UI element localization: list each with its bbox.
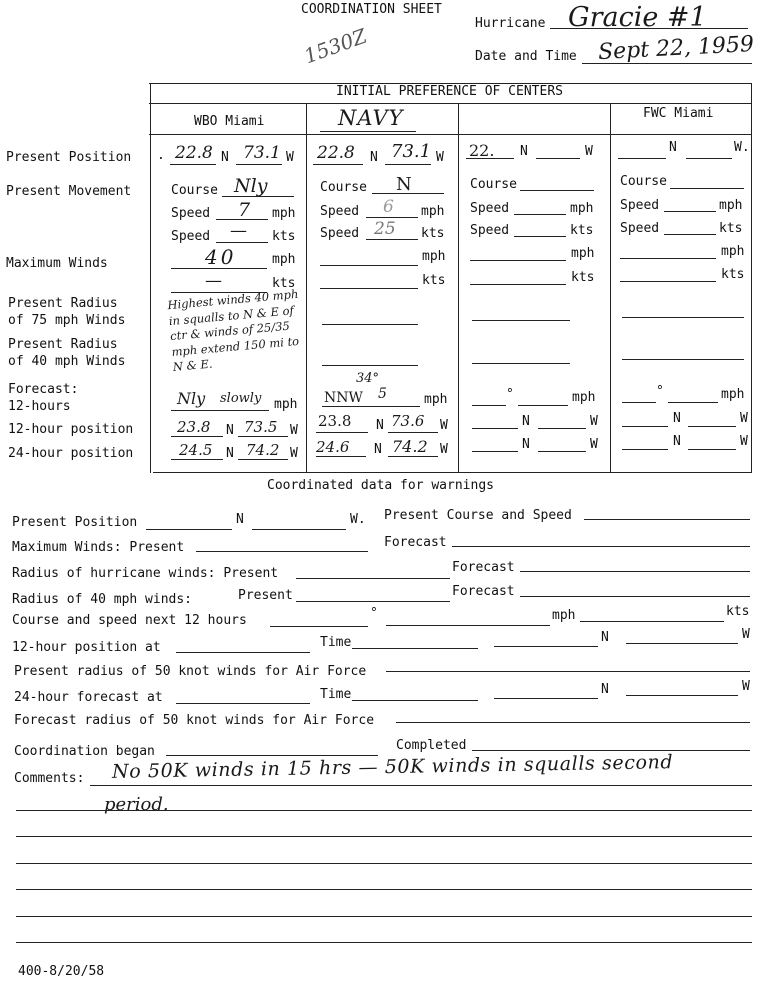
fwc-max-kts-unit: kts [721,267,745,282]
fwc-fc-deg: ° [656,384,664,399]
coord-present-course-speed-label: Present Course and Speed [384,508,572,523]
label-radius75-2: of 75 mph Winds [8,313,126,328]
navy-speed-label: Speed [320,204,360,219]
label-present-position: Present Position [6,150,132,165]
coord-pos12-time-label: Time [320,635,352,650]
wbo-max-mph-line [171,268,267,269]
navy-24h-n: N [374,442,382,457]
wbo-max-mph-unit: mph [272,252,296,267]
col3-radius75-line [472,320,570,321]
coord-max-winds-forecast-line [452,546,750,547]
navy-pos-lon-line [385,164,431,165]
fwc-speed-kts-line [664,234,716,235]
navy-fc-deg: 34° [356,371,380,386]
coord-radius-hurricane-forecast-label: Forecast [452,560,515,575]
fwc-radius40-line [622,359,744,360]
wbo-24h-n: N [226,446,234,461]
col3-speed-mph-unit: mph [570,201,594,216]
fwc-12h-n: N [673,411,681,426]
fwc-12h-w: W [740,411,748,426]
fwc-max-mph-unit: mph [721,244,745,259]
navy-24h-lon: 74.2 [392,437,428,456]
navy-24h-w: W [440,442,448,457]
coord-fc24-label: 24-hour forecast at [14,690,163,705]
wbo-fc-line [171,410,269,411]
table-title-border [149,103,752,104]
navy-course-label: Course [320,180,367,195]
fwc-fc-mph-line [668,402,718,403]
coord-radius50-present-label: Present radius of 50 knot winds for Air Force [14,664,367,679]
coord-pos-n: N [236,512,244,527]
col3-12h-w: W [590,414,598,429]
datetime-underline [582,63,752,64]
label-radius40-2: of 40 mph Winds [8,354,126,369]
navy-12h-w: W [440,418,448,433]
wbo-24h-lon: 74.2 [246,441,280,459]
coord-pos12-label: 12-hour position at [12,640,161,655]
comments-line-2: period. [104,794,169,815]
wbo-course-line [222,196,294,197]
wbo-fc-course: Nly [177,389,206,408]
comments-rule-6 [16,916,752,917]
wbo-speed-mph: 7 [238,199,251,221]
coord-fc24-time-label: Time [320,687,352,702]
wbo-max-mph: 40 [205,245,237,269]
column-header-fwc: FWC Miami [643,106,714,121]
col3-fc-mph-unit: mph [572,390,596,405]
col3-speed-label: Speed [470,201,510,216]
coord-completed-line [472,750,750,751]
label-forecast: Forecast: [8,382,79,397]
column-header-navy: NAVY [338,106,404,130]
navy-fc-speed: 5 [378,386,387,402]
coord-radius50-forecast-label: Forecast radius of 50 knot winds for Air Force [14,713,375,728]
coord-fc24-w: W [742,679,750,694]
col3-pos-lat-line [466,158,514,159]
comments-rule-4 [16,863,752,864]
col3-speed-kts-line [514,236,566,237]
comments-rule-2 [16,810,752,811]
navy-max-mph-line [320,265,418,266]
coord-pos12-time-line [352,648,478,649]
label-radius75-1: Present Radius [8,296,118,311]
navy-12h-lat-line [316,432,368,433]
column-divider-3 [610,103,611,473]
label-radius40-1: Present Radius [8,337,118,352]
col3-speed-mph-line [514,214,566,215]
fwc-12h-lon-line [688,426,736,427]
navy-speed-mph-unit: mph [421,204,445,219]
comments-line-1: No 50K winds in 15 hrs — 50K winds in squalls second [111,751,674,783]
comments-label: Comments: [14,771,85,786]
fwc-speed-kts-unit: kts [719,221,743,236]
wbo-pos-lat-line [170,164,216,165]
col3-max-mph-line [470,260,566,261]
navy-header-underline [320,131,416,132]
col3-fc-deg: ° [506,387,514,402]
time-stamp: 1530Z [300,23,370,69]
col3-course-label: Course [470,177,517,192]
comments-rule-1 [90,785,752,786]
navy-12h-n: N [376,418,384,433]
sheet-title: COORDINATION SHEET [301,2,442,17]
wbo-12h-w: W [290,423,298,438]
label-maximum-winds: Maximum Winds [6,256,108,271]
navy-12h-lon-line [388,432,438,433]
coord-radius50-forecast-line [396,722,750,723]
coord-speed-12-mph: mph [552,608,576,623]
fwc-speed-kts-label: Speed [620,221,660,236]
navy-speed-kts-label: Speed [320,226,360,241]
fwc-max-kts-line [620,281,716,282]
wbo-pos-lat: 22.8 [175,143,213,163]
label-forecast-12h: 12-hours [8,399,71,414]
coord-radius50-present-line [386,671,750,672]
wbo-speed-label: Speed [171,206,211,221]
col3-pos-lat: 22. [469,141,495,160]
navy-speed-mph: 6 [383,197,394,217]
label-present-movement: Present Movement [6,184,132,199]
wbo-fc-mph-unit: mph [274,397,298,412]
fwc-course-line [670,188,744,189]
datetime-value: Sept 22, 1959 [597,31,755,66]
fwc-24h-lat-line [622,449,668,450]
navy-24h-lat-line [316,456,366,457]
col3-fc-mph-line [518,405,568,406]
wbo-24h-w: W [290,446,298,461]
table-right-border [751,83,752,473]
wbo-24h-lat-line [171,459,223,460]
coord-speed-12-kts-line [580,621,724,622]
wbo-24h-lat: 24.5 [179,441,213,459]
coord-course-12-deg: ° [370,606,378,621]
navy-course-value: N [396,174,412,195]
coord-pos-lon-line [252,529,346,530]
coord-present-course-speed-line [584,519,750,520]
fwc-speed-mph-line [664,211,716,212]
navy-pos-lat-line [313,164,363,165]
navy-24h-lat: 24.6 [316,438,350,456]
fwc-pos-n: N [669,140,677,155]
navy-12h-lat: 23.8 [318,412,352,430]
wbo-course-value: Nly [234,175,268,197]
navy-pos-lat: 22.8 [317,143,355,163]
comments-rule-3 [16,836,752,837]
col3-24h-n: N [522,437,530,452]
coord-fc24-lat-line [494,698,598,699]
navy-12h-lon: 73.6 [391,412,425,430]
col3-radius40-line [472,363,570,364]
hurricane-underline [550,28,748,29]
coord-radius-hurricane-line [296,578,450,579]
label-12h-position: 12-hour position [8,422,134,437]
wbo-max-kts: — [205,271,222,291]
coord-pos12-n: N [601,630,609,645]
col3-pos-lon-line [536,158,580,159]
wbo-speed-mph-line [216,219,268,220]
col3-12h-lon-line [538,428,586,429]
datetime-label: Date and Time [475,49,577,64]
wbo-speed-mph-unit: mph [272,206,296,221]
navy-speed-kts: 25 [374,219,396,239]
navy-24h-lon-line [388,456,438,457]
wbo-dot: . [157,148,165,163]
comments-rule-5 [16,889,752,890]
wbo-pos-lon: 73.1 [243,143,281,163]
col3-24h-w: W [590,437,598,452]
col3-pos-n: N [520,144,528,159]
fwc-24h-n: N [673,434,681,449]
navy-fc-dir: NNW [324,390,363,406]
coord-radius-40-present-label: Present [238,588,293,603]
column-header-wbo: WBO Miami [194,114,265,129]
fwc-radius75-line [622,317,744,318]
fwc-24h-lon-line [688,449,736,450]
fwc-fc-mph-unit: mph [721,387,745,402]
col3-max-mph-unit: mph [571,246,595,261]
fwc-pos-w: W. [734,140,750,155]
coord-pos-lat-line [146,529,232,530]
col3-24h-lon-line [538,451,586,452]
label-24h-position: 24-hour position [8,446,134,461]
col3-fc-deg-line [472,405,506,406]
col3-speed-kts-label: Speed [470,223,510,238]
navy-speed-kts-line [366,239,418,240]
fwc-speed-mph-unit: mph [719,198,743,213]
col3-pos-w: W [585,144,593,159]
coord-radius-hurricane-forecast-line [520,571,750,572]
wbo-pos-w: W [286,150,294,165]
coord-radius-40-forecast-label: Forecast [452,584,515,599]
hurricane-label: Hurricane [475,16,546,31]
col3-max-kts-line [470,284,566,285]
coord-pos12-lon-line [626,643,738,644]
coord-fc24-lon-line [626,695,738,696]
coord-max-winds-forecast-label: Forecast [384,535,447,550]
navy-speed-mph-line [366,217,418,218]
coord-radius-40-line [296,601,450,602]
col3-course-line [520,190,594,191]
table-left-border [150,83,151,473]
navy-radius40-line [322,365,418,366]
navy-pos-lon: 73.1 [391,141,432,162]
coord-course-speed-12-label: Course and speed next 12 hours [12,613,247,628]
wbo-12h-lon-line [238,436,288,437]
coord-pos12-w: W [742,627,750,642]
coord-fc24-n: N [601,682,609,697]
navy-pos-w: W [436,150,444,165]
navy-pos-n: N [370,150,378,165]
form-number: 400-8/20/58 [18,964,105,979]
coord-max-winds-line [196,551,368,552]
fwc-fc-deg-line [622,402,656,403]
wbo-radius-note: Highest winds 40 mph in squalls to N & E of ctr & winds of 25/35 mph extend 150 mi to N & E. [166,286,300,374]
coord-pos12-lat-line [494,646,598,647]
fwc-pos-lon-line [686,158,732,159]
fwc-12h-lat-line [622,426,668,427]
fwc-speed-label: Speed [620,198,660,213]
fwc-max-mph-line [620,258,716,259]
navy-fc-line [322,406,420,407]
wbo-speed-kts-label: Speed [171,229,211,244]
navy-fc-mph-unit: mph [424,392,448,407]
coord-pos12-at-line [176,652,310,653]
col3-speed-kts-unit: kts [570,223,594,238]
hurricane-value: Gracie #1 [568,2,707,33]
col3-12h-lat-line [472,428,518,429]
navy-max-mph-unit: mph [422,249,446,264]
coord-completed-label: Completed [396,738,467,753]
navy-max-kts-line [320,288,418,289]
wbo-max-kts-unit: kts [272,276,296,291]
column-divider-2 [458,103,459,473]
comments-rule-7 [16,942,752,943]
fwc-pos-lat-line [618,158,666,159]
coord-radius-40-forecast-line [520,596,750,597]
coord-course-12-line [270,626,368,627]
wbo-24h-lon-line [238,459,288,460]
wbo-12h-n: N [226,423,234,438]
col3-max-kts-unit: kts [571,270,595,285]
wbo-speed-kts-line [216,242,268,243]
fwc-course-label: Course [620,174,667,189]
table-header-border [149,134,752,135]
wbo-fc-speed: slowly [220,391,262,406]
table-bottom-border [153,472,752,473]
coord-radius-40-label: Radius of 40 mph winds: [12,592,193,607]
wbo-12h-lat-line [171,436,223,437]
fwc-24h-w: W [740,434,748,449]
navy-speed-kts-unit: kts [421,226,445,241]
coord-fc24-time-line [352,700,478,701]
coordinated-title: Coordinated data for warnings [267,478,494,493]
wbo-speed-kts: — [230,221,247,241]
coord-present-position-label: Present Position [12,515,138,530]
wbo-pos-lon-line [236,164,282,165]
navy-max-kts-unit: kts [422,273,446,288]
col3-24h-lat-line [472,451,518,452]
coord-began-label: Coordination began [14,744,155,759]
wbo-course-label: Course [171,183,218,198]
navy-radius75-line [322,324,418,325]
coord-speed-12-kts: kts [726,604,750,619]
table-title: INITIAL PREFERENCE OF CENTERS [336,84,563,99]
navy-course-line [372,193,444,194]
col3-12h-n: N [522,414,530,429]
coord-pos-w: W. [350,512,366,527]
coord-fc24-at-line [176,703,310,704]
wbo-12h-lat: 23.8 [177,418,211,436]
wbo-12h-lon: 73.5 [244,418,278,436]
wbo-speed-kts-unit: kts [272,229,296,244]
wbo-pos-n: N [221,150,229,165]
coord-speed-12-mph-line [386,625,550,626]
coord-max-winds-label: Maximum Winds: Present [12,540,185,555]
coord-radius-hurricane-label: Radius of hurricane winds: Present [12,566,279,581]
